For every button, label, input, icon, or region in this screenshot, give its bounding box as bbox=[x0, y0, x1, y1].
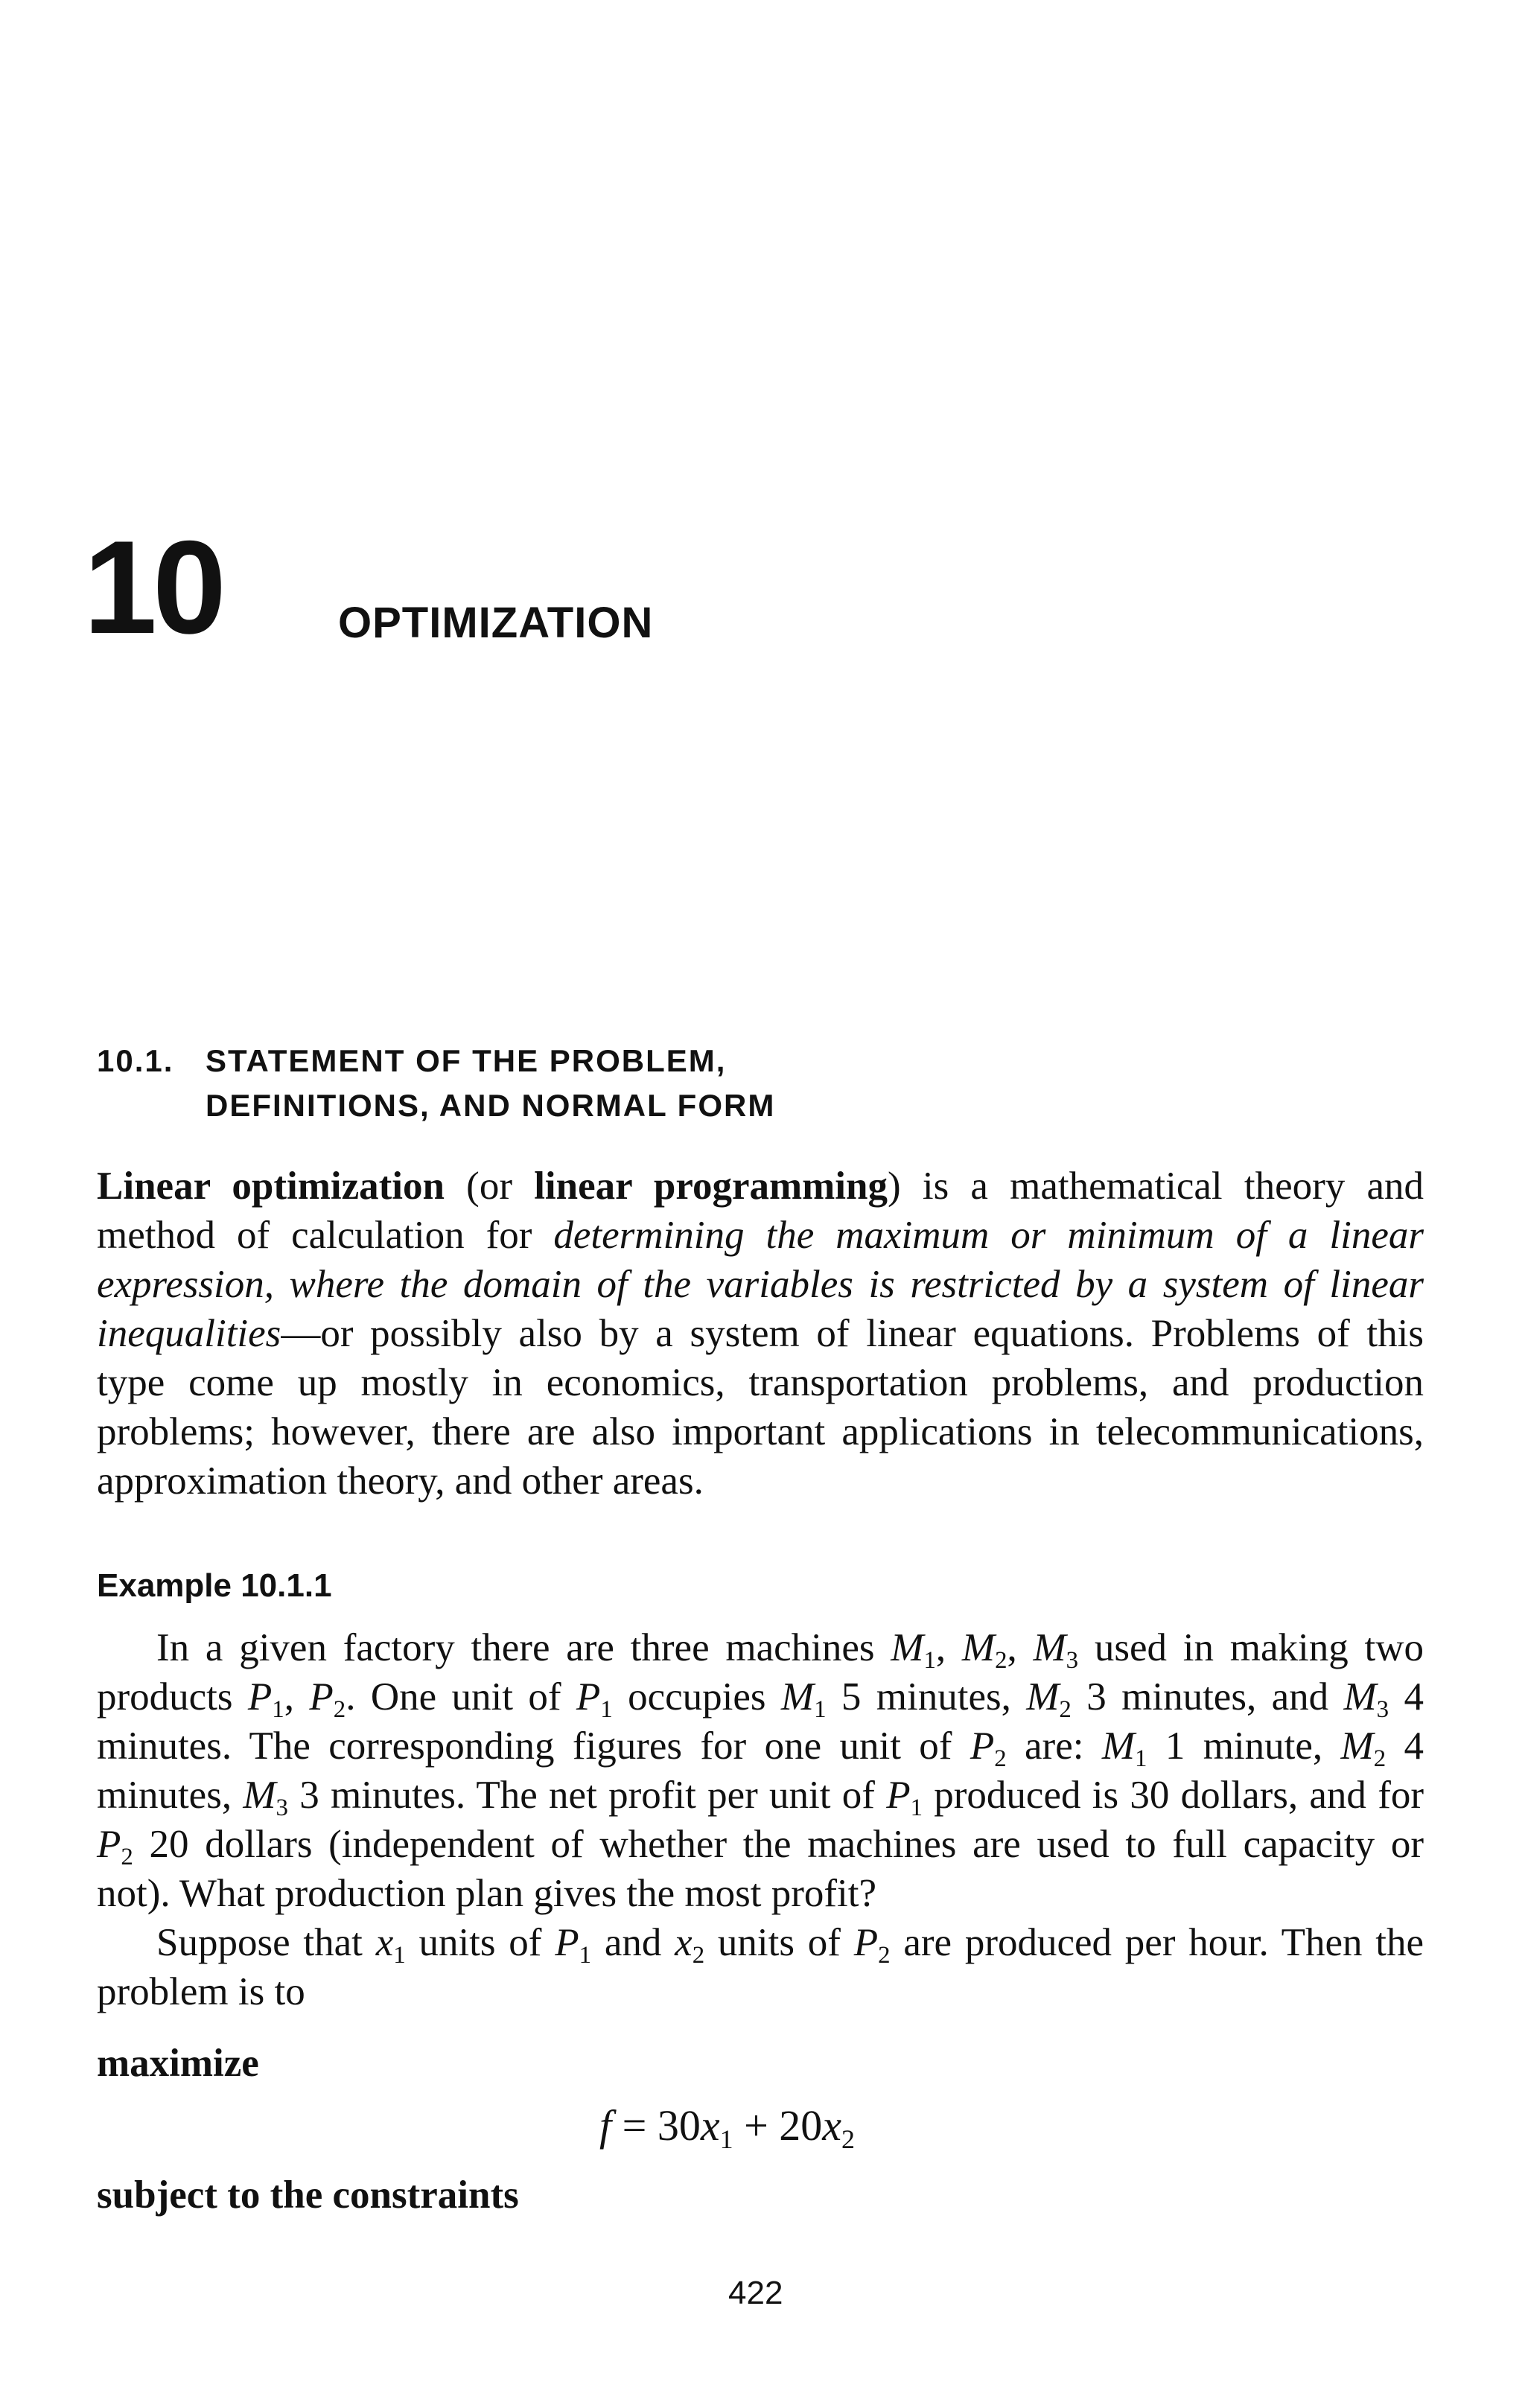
math-subscript: 3 bbox=[276, 1794, 288, 1821]
math-variable: x bbox=[675, 1921, 693, 1964]
math-variable: x bbox=[700, 2101, 720, 2150]
math-variable: M bbox=[1033, 1626, 1066, 1669]
math-subscript: 1 bbox=[272, 1695, 284, 1723]
math-subscript: 2 bbox=[995, 1646, 1007, 1674]
math-subscript: 1 bbox=[923, 1646, 936, 1674]
math-subscript: 1 bbox=[1135, 1745, 1147, 1772]
math-subscript: 2 bbox=[1059, 1695, 1072, 1723]
math-variable: x bbox=[375, 1921, 394, 1964]
math-variable: M bbox=[243, 1774, 276, 1817]
math-variable: M bbox=[1340, 1724, 1374, 1768]
math-variable: M bbox=[1026, 1675, 1060, 1719]
math-variable: P bbox=[97, 1823, 121, 1866]
math-subscript: 2 bbox=[994, 1745, 1007, 1772]
math-variable: P bbox=[970, 1724, 995, 1768]
term-linear-optimization: Linear optimization bbox=[97, 1165, 445, 1208]
suppose-paragraph: Suppose that $x_1$ units of $P_1$ and $x_2$ units of $P_2$ are produced per hour. Then the problem is to bbox=[97, 1921, 1424, 2013]
math-subscript: 3 bbox=[1066, 1646, 1079, 1674]
constraints-label: subject to the constraints bbox=[97, 2173, 519, 2217]
page-number: 422 bbox=[728, 2275, 783, 2311]
intro-paragraph bbox=[97, 1162, 1424, 1506]
math-variable: P bbox=[555, 1921, 579, 1964]
section-heading-line-1 bbox=[97, 1039, 775, 1083]
math-variable: M bbox=[961, 1626, 996, 1669]
math-subscript: 1 bbox=[719, 2124, 733, 2154]
math-variable: M bbox=[1343, 1675, 1377, 1719]
intro-text-2: ) is a mathematical theory and method of calculation for bbox=[97, 1165, 1424, 1257]
math-variable: M bbox=[891, 1626, 924, 1669]
math-variable: M bbox=[1101, 1724, 1135, 1768]
math-variable: f bbox=[599, 2101, 612, 2150]
chapter-number: 10 bbox=[83, 513, 222, 661]
math-subscript: 1 bbox=[579, 1941, 592, 1969]
math-subscript: 1 bbox=[393, 1941, 406, 1969]
math-subscript: 2 bbox=[333, 1695, 346, 1723]
maximize-label: maximize bbox=[97, 2042, 259, 2085]
math-subscript: 2 bbox=[1373, 1745, 1386, 1772]
term-linear-programming: linear programming bbox=[534, 1165, 888, 1208]
math-subscript: 2 bbox=[878, 1941, 891, 1969]
section-title-line-1: STATEMENT OF THE PROBLEM, bbox=[206, 1043, 727, 1078]
section-heading bbox=[97, 1039, 775, 1128]
math-subscript: 1 bbox=[600, 1695, 613, 1723]
math-variable: M bbox=[780, 1675, 815, 1719]
section-number: 10.1. bbox=[97, 1043, 174, 1078]
section-title-line-2: DEFINITIONS, AND NORMAL FORM bbox=[206, 1088, 776, 1123]
math-subscript: 2 bbox=[121, 1843, 133, 1870]
chapter-title: OPTIMIZATION bbox=[338, 599, 654, 647]
intro-text-3: —or possibly also by a system of linear equations. Problems of this type come up mostly in economics, transportation problems, and production problems; however, there are also important applications in telecommunications, approximation theory, and other areas. bbox=[97, 1312, 1424, 1503]
math-subscript: 1 bbox=[814, 1695, 827, 1723]
definition-emphasis: determining the maximum or minimum of a linear expression, where the domain of the variables is restricted by a system of linear inequalities bbox=[97, 1214, 1424, 1355]
example-paragraph: In a given factory there are three machines $M_1$, $M_2$, $M_3$ used in making two products $P_1$, $P_2$. One unit of $P_1$ occupies $M_1$ 5 minutes, $M_2$ 3 minutes, and $M_3$ 4 minutes. The corresponding figures for one unit of $P_2$ are: $M_1$ 1 minute, $M_2$ 4 minutes, $M_3$ 3 minutes. The net profit per unit of $P_1$ produced is 30 dollars, and for $P_2$ 20 dollars (independent of whether the machines are used to full capacity or not). What production plan gives the most profit? bbox=[97, 1626, 1424, 1915]
intro-text-1: (or bbox=[444, 1165, 535, 1208]
math-variable: P bbox=[576, 1675, 601, 1719]
math-variable: P bbox=[309, 1675, 334, 1719]
math-subscript: 1 bbox=[910, 1794, 923, 1821]
math-subscript: 3 bbox=[1376, 1695, 1389, 1723]
example-heading: Example 10.1.1 bbox=[97, 1567, 332, 1604]
math-variable: P bbox=[853, 1921, 879, 1964]
math-subscript: 2 bbox=[841, 2124, 856, 2154]
objective-function: $f = 30x_1 + 20x_2$ bbox=[599, 2101, 856, 2154]
math-subscript: 2 bbox=[692, 1941, 705, 1969]
math-variable: P bbox=[247, 1675, 273, 1719]
math-variable: P bbox=[886, 1774, 911, 1817]
math-variable: x bbox=[822, 2101, 842, 2150]
